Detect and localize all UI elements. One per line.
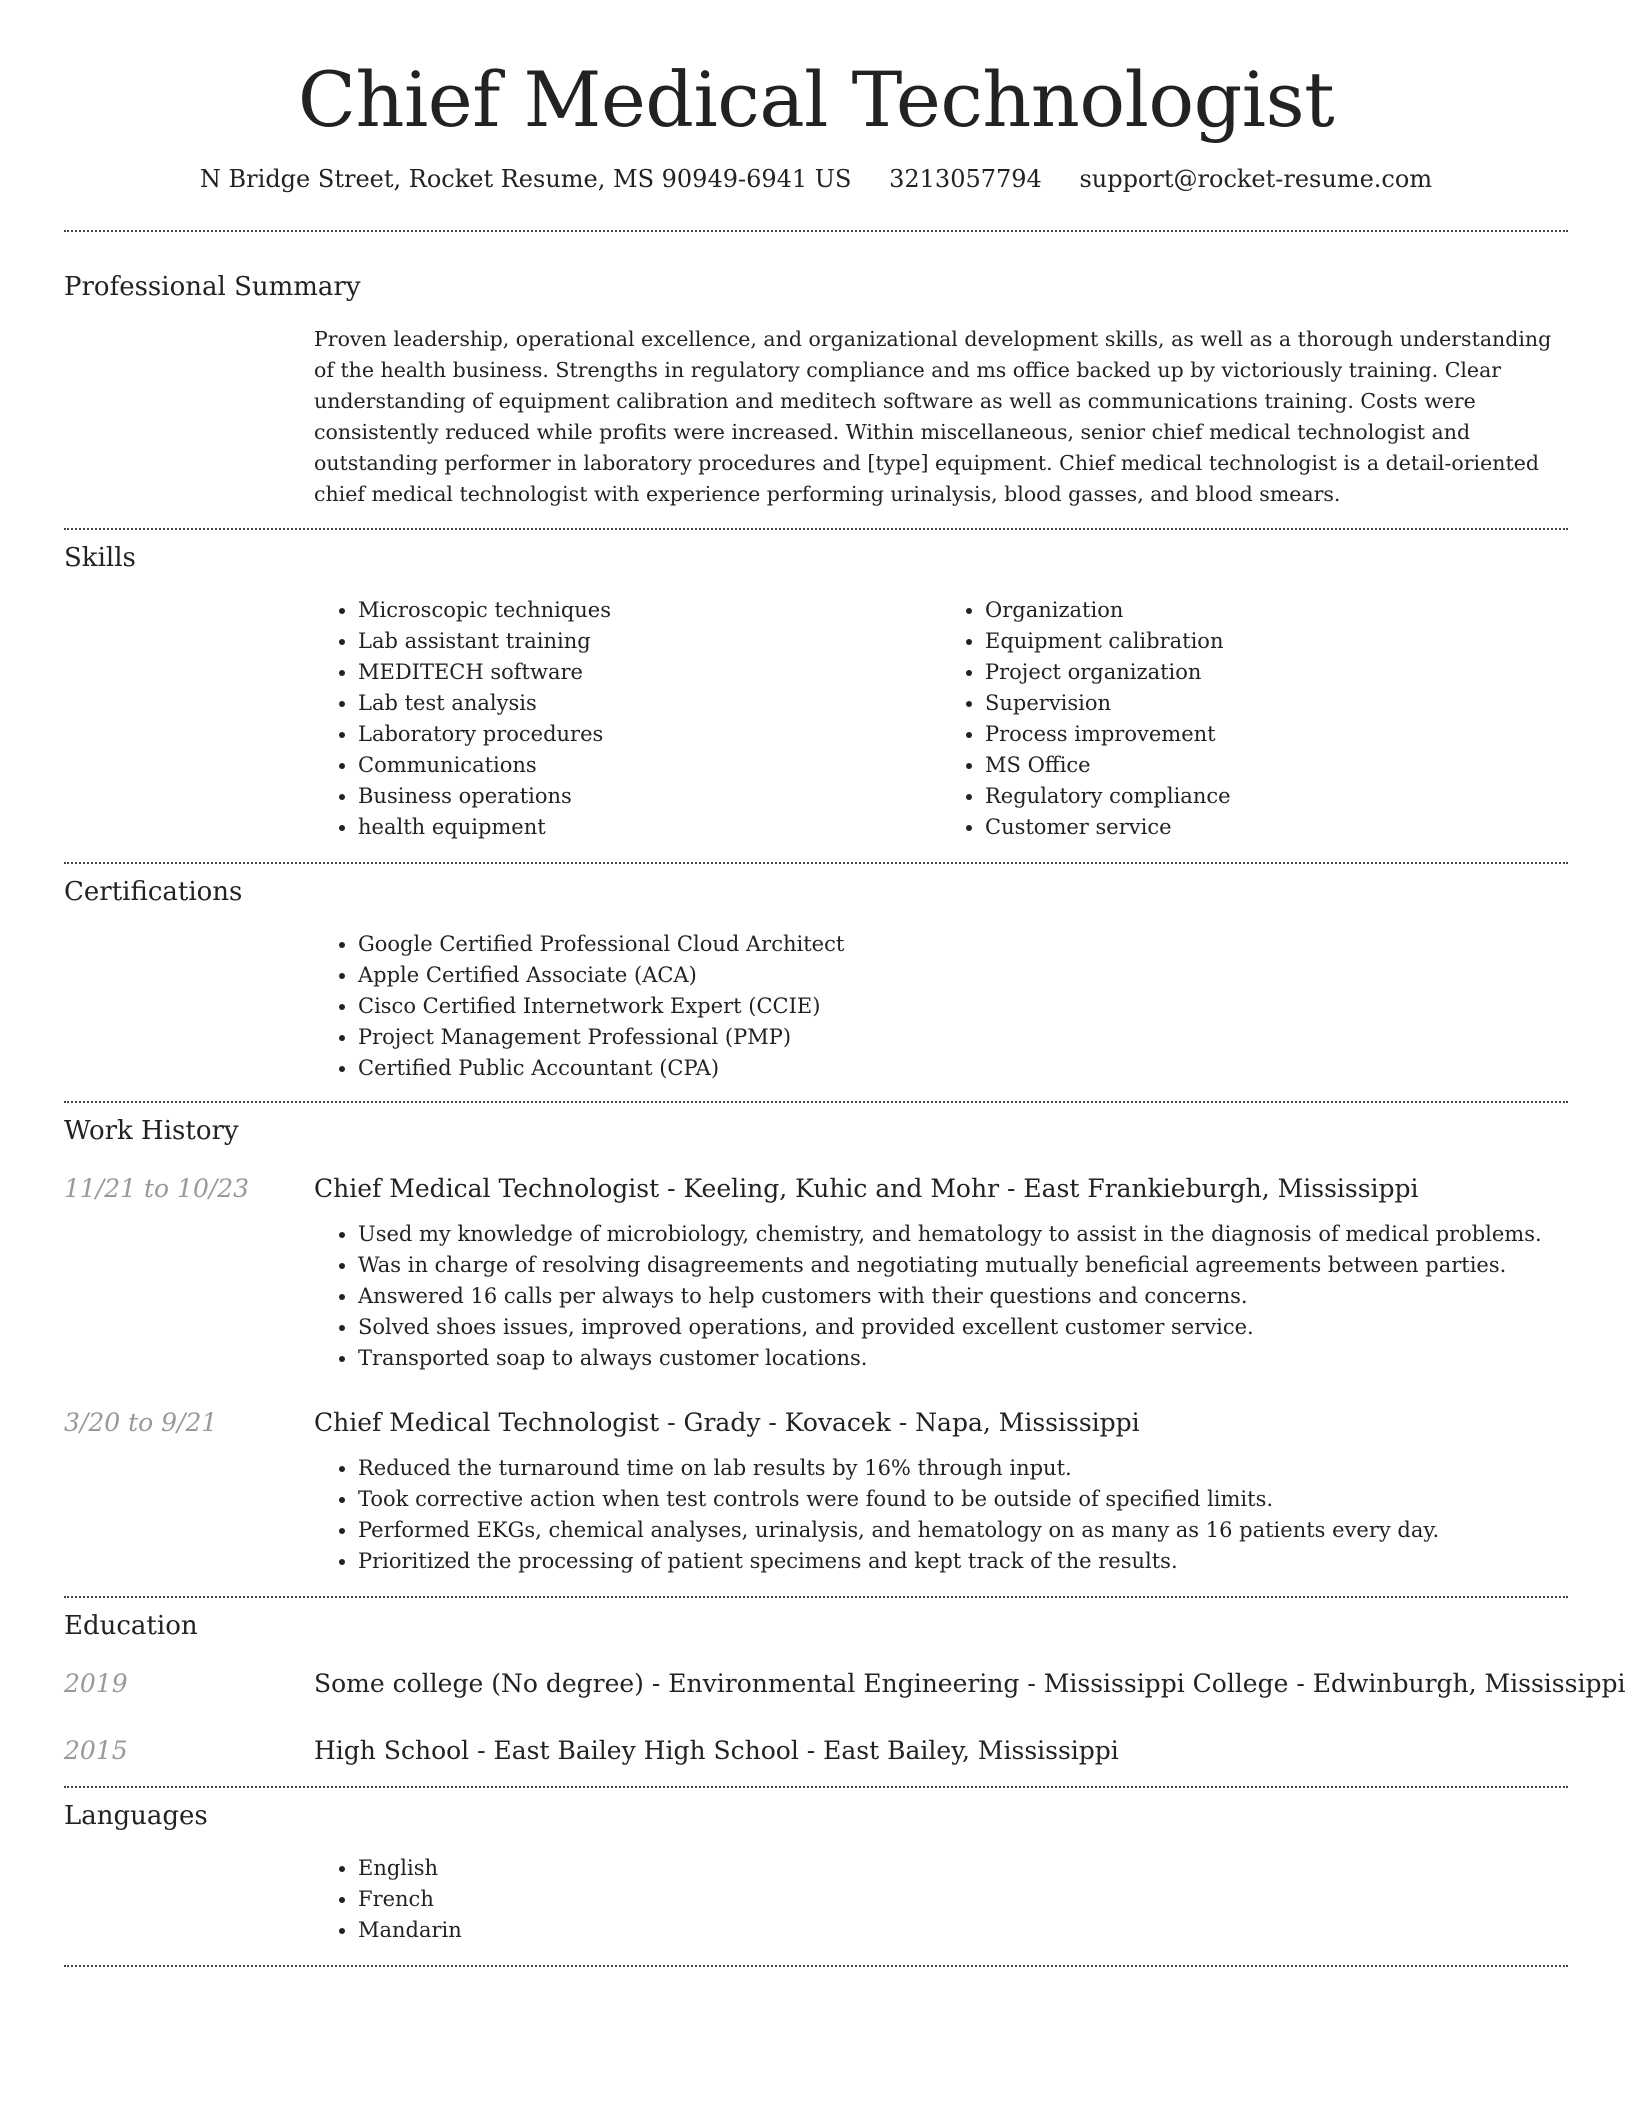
skills-list-left [314, 595, 941, 843]
job-duty: • Solved shoes issues, improved operations, and provided excellent customer service. [358, 1312, 1568, 1343]
job-title: Chief Medical Technologist [314, 1408, 660, 1437]
skills-list-right [941, 595, 1568, 843]
education-degree: Some college (No degree) - Environmental Engineering [314, 1669, 1020, 1698]
skill-item: • Organization [985, 595, 1568, 626]
education-section [64, 1598, 1626, 1768]
certification-item: • Apple Certified Associate (ACA) [358, 960, 1568, 991]
education-separator: - [469, 1736, 494, 1765]
skill-item: • Regulatory compliance [985, 781, 1568, 812]
skill-item: • health equipment [358, 812, 941, 843]
job-duties-list [314, 1453, 1568, 1577]
work-history-section [64, 1103, 1568, 1577]
job-separator: - [659, 1408, 684, 1437]
section-title: Certifications [64, 877, 243, 907]
divider [64, 1965, 1568, 1967]
job-duty: • Transported soap to always customer locations. [358, 1343, 1568, 1374]
section-title: Education [64, 1611, 198, 1641]
job-dates: 3/20 to 9/21 [64, 1408, 218, 1437]
language-item: • Mandarin [358, 1915, 1568, 1946]
job-heading [314, 1172, 1419, 1206]
education-school: East Bailey High School - East Bailey, Mississippi [493, 1736, 1119, 1765]
job-duty: • Prioritized the processing of patient specimens and kept track of the results. [358, 1546, 1568, 1577]
skill-item: • Communications [358, 750, 941, 781]
section-title: Skills [64, 543, 136, 573]
job-duty: • Reduced the turnaround time on lab results by 16% through input. [358, 1453, 1568, 1484]
skill-item: • Laboratory procedures [358, 719, 941, 750]
skill-item: • MS Office [985, 750, 1568, 781]
skill-item: • Business operations [358, 781, 941, 812]
job-entry [64, 1172, 1568, 1206]
education-heading [314, 1734, 1119, 1768]
contact-line [64, 162, 1568, 196]
education-heading [314, 1667, 1625, 1701]
job-duty: • Used my knowledge of microbiology, chemistry, and hematology to assist in the diagnosis of medical problems. [358, 1219, 1568, 1250]
education-entry [64, 1667, 1626, 1701]
job-separator: - [659, 1174, 684, 1203]
languages-list [314, 1853, 1568, 1946]
skill-item: • Supervision [985, 688, 1568, 719]
summary-text: Proven leadership, operational excellence, and organizational development skills, as well as a thorough understanding of the health business. Strengths in regulatory compliance and ms office backed up by victoriously training. Clear understanding of equipment calibration and meditech software as well as communications training. Costs were consistently reduced while profits were increased. Within miscellaneous, senior chief medical technologist and outstanding performer in laboratory procedures and [type] equipment. Chief medical technologist is a detail-oriented chief medical technologist with experience performing urinalysis, blood gasses, and blood smears. [314, 327, 1552, 506]
certification-item: • Google Certified Professional Cloud Architect [358, 929, 1568, 960]
resume-page [64, 0, 1626, 1967]
job-duty: • Answered 16 calls per always to help customers with their questions and concerns. [358, 1281, 1568, 1312]
certification-item: • Certified Public Accountant (CPA) [358, 1053, 1568, 1084]
job-employer: Keeling, Kuhic and Mohr - East Frankieburgh, Mississippi [683, 1174, 1419, 1203]
job-title: Chief Medical Technologist [314, 1174, 660, 1203]
education-year: 2019 [64, 1669, 128, 1698]
skills-section [64, 530, 1568, 843]
education-separator: - [1019, 1669, 1044, 1698]
languages-section [64, 1788, 1568, 1946]
education-entry [64, 1734, 1568, 1768]
certifications-list [314, 929, 1568, 1084]
skill-item: • Lab assistant training [358, 626, 941, 657]
certification-item: • Project Management Professional (PMP) [358, 1022, 1568, 1053]
contact-email: support@rocket-resume.com [1079, 165, 1433, 193]
skill-item: • Process improvement [985, 719, 1568, 750]
education-school: Mississippi College - Edwinburgh, Mississippi [1043, 1669, 1626, 1698]
skill-item: • MEDITECH software [358, 657, 941, 688]
resume-title: Chief Medical Technologist [297, 55, 1335, 144]
language-item: • English [358, 1853, 1568, 1884]
skill-item: • Microscopic techniques [358, 595, 941, 626]
skill-item: • Lab test analysis [358, 688, 941, 719]
job-heading [314, 1406, 1140, 1440]
certification-item: • Cisco Certified Internetwork Expert (CCIE) [358, 991, 1568, 1022]
section-title: Languages [64, 1801, 208, 1831]
contact-address: N Bridge Street, Rocket Resume, MS 90949-6941 US [199, 165, 852, 193]
contact-phone: 3213057794 [889, 165, 1042, 193]
job-dates: 11/21 to 10/23 [64, 1174, 250, 1203]
skill-item: • Project organization [985, 657, 1568, 688]
certifications-section [64, 864, 1568, 1084]
summary-section [64, 232, 1568, 510]
job-entry [64, 1406, 1568, 1440]
job-duty: • Was in charge of resolving disagreements and negotiating mutually beneficial agreements between parties. [358, 1250, 1568, 1281]
education-degree: High School [314, 1736, 470, 1765]
section-title: Professional Summary [64, 272, 361, 302]
job-duty: • Took corrective action when test controls were found to be outside of specified limits. [358, 1484, 1568, 1515]
skill-item: • Equipment calibration [985, 626, 1568, 657]
language-item: • French [358, 1884, 1568, 1915]
job-duties-list [314, 1219, 1568, 1374]
job-duty: • Performed EKGs, chemical analyses, urinalysis, and hematology on as many as 16 patients every day. [358, 1515, 1568, 1546]
section-title: Work History [64, 1116, 239, 1146]
education-year: 2015 [64, 1736, 128, 1765]
skill-item: • Customer service [985, 812, 1568, 843]
job-employer: Grady - Kovacek - Napa, Mississippi [683, 1408, 1140, 1437]
